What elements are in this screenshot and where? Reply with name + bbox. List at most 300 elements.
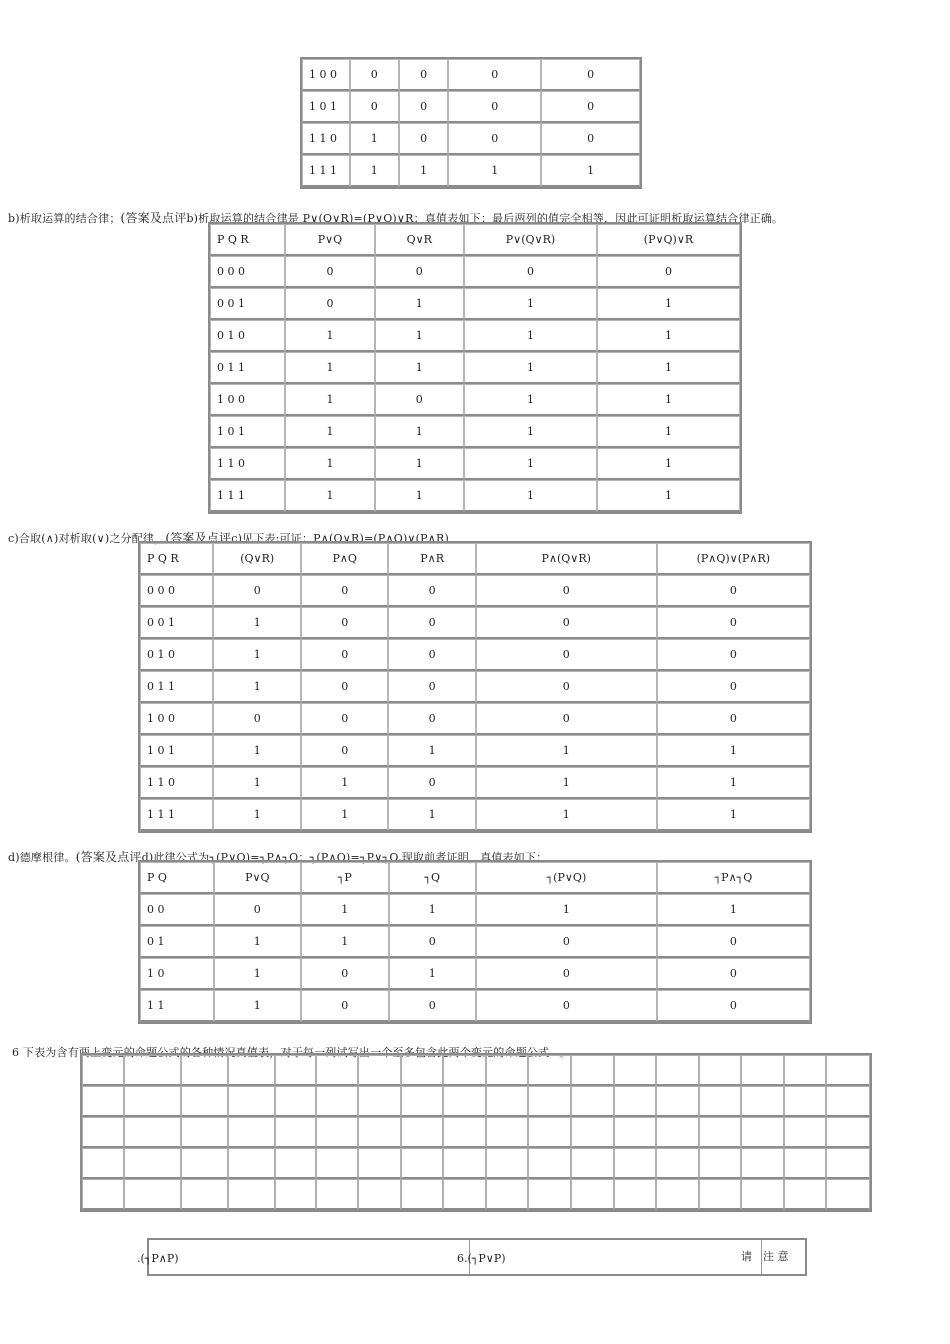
table-cell: 0	[214, 894, 302, 926]
associative-law-body	[210, 256, 740, 512]
grid-cell	[181, 1117, 227, 1148]
column-header: (P∨Q)∨R	[597, 224, 740, 256]
column-header: P∧R	[388, 543, 475, 575]
table-cell: 1	[301, 894, 388, 926]
row-variables: 1 0 1	[210, 416, 285, 448]
de-morgan-truth-table	[138, 860, 812, 1024]
table-cell: 0	[301, 958, 388, 990]
row-variables: 0 0 0	[210, 256, 285, 288]
table-row	[302, 91, 640, 123]
grid-cell	[614, 1086, 657, 1117]
grid-cell	[316, 1086, 359, 1117]
table-cell: 1	[213, 767, 301, 799]
grid-cell	[275, 1086, 316, 1117]
table-cell: 1	[597, 320, 740, 352]
row-variables: 1 1 0	[302, 123, 350, 155]
grid-cell	[784, 1055, 827, 1086]
grid-cell	[614, 1117, 657, 1148]
column-header: ┐(P∨Q)	[476, 862, 657, 894]
header-row	[140, 543, 810, 575]
grid-cell	[358, 1179, 401, 1210]
table-cell: 0	[541, 91, 640, 123]
row-variables: 0 1 0	[210, 320, 285, 352]
table-cell: 1	[213, 607, 301, 639]
table-cell: 1	[285, 480, 374, 512]
grid-cell	[443, 1148, 486, 1179]
table-cell: 1	[214, 990, 302, 1022]
table-row	[140, 990, 810, 1022]
section-b-answer: b)析取运算的结合律是 P∨(Q∨R)=(P∨Q)∨R；真值表如下：最后两列的值完全相等，因此可证明析取运算结合律正确。	[186, 212, 784, 225]
table-row	[140, 799, 810, 831]
grid-cell	[358, 1148, 401, 1179]
table-cell: 1	[597, 384, 740, 416]
section-c-answer: c)见下表:可证：P∧(Q∨R)=(P∧Q)∨(P∧R)	[231, 532, 450, 545]
table-cell: 1	[285, 416, 374, 448]
grid-cell	[316, 1117, 359, 1148]
table-row	[140, 767, 810, 799]
table-cell: 0	[301, 990, 388, 1022]
grid-cell	[275, 1117, 316, 1148]
table-cell: 1	[541, 155, 640, 187]
grid-cell	[741, 1117, 784, 1148]
table-row	[140, 671, 810, 703]
table-row	[140, 607, 810, 639]
table-cell: 1	[350, 123, 399, 155]
column-header: (P∧Q)∨(P∧R)	[657, 543, 810, 575]
table-cell: 1	[657, 735, 810, 767]
column-header: ┐P	[301, 862, 388, 894]
grid-cell	[82, 1117, 124, 1148]
grid-row	[82, 1055, 870, 1086]
table-cell: 1	[476, 894, 657, 926]
grid-cell	[181, 1055, 227, 1086]
grid-cell	[656, 1117, 699, 1148]
table-cell: 0	[657, 926, 810, 958]
table-cell: 0	[213, 575, 301, 607]
grid-cell	[699, 1055, 742, 1086]
row-variables: 0 0 1	[210, 288, 285, 320]
table-cell: 1	[388, 735, 475, 767]
row-variables: 0 1	[140, 926, 214, 958]
table-cell: 1	[388, 799, 475, 831]
two-variable-formula-grid	[80, 1053, 872, 1212]
table-cell: 1	[214, 926, 302, 958]
table-cell: 0	[399, 59, 448, 91]
grid-cell	[826, 1117, 870, 1148]
grid-cell	[401, 1179, 444, 1210]
grid-cell	[741, 1086, 784, 1117]
table-cell: 1	[213, 639, 301, 671]
grid-cell	[443, 1055, 486, 1086]
column-header: P Q	[140, 862, 214, 894]
grid-cell	[275, 1055, 316, 1086]
grid-cell	[656, 1055, 699, 1086]
table-cell: 0	[541, 123, 640, 155]
table-cell: 0	[476, 639, 657, 671]
section-6-heading: 6 下表为含有两上变元的命题公式的各种情况真值表，对于每一列试写出一个至多包含此两个变元的命题公式	[12, 1046, 550, 1059]
grid-cell	[443, 1086, 486, 1117]
column-header: P∧(Q∨R)	[476, 543, 657, 575]
table-row	[140, 703, 810, 735]
table-cell: 0	[350, 91, 399, 123]
distributive-law-body	[140, 575, 810, 831]
grid-row	[82, 1148, 870, 1179]
row-variables: 0 1 0	[140, 639, 213, 671]
table-cell: 0	[388, 639, 475, 671]
grid-cell	[656, 1086, 699, 1117]
grid-cell	[571, 1086, 614, 1117]
grid-cell	[571, 1148, 614, 1179]
grid-cell	[826, 1086, 870, 1117]
grid-cell	[82, 1148, 124, 1179]
row-variables: 1 0 1	[302, 91, 350, 123]
table-cell: 0	[657, 671, 810, 703]
grid-cell	[82, 1086, 124, 1117]
column-header: P∨Q	[214, 862, 302, 894]
table-cell: 1	[597, 288, 740, 320]
grid-cell	[82, 1179, 124, 1210]
table-cell: 0	[657, 703, 810, 735]
table-cell: 0	[301, 703, 388, 735]
table-row	[140, 894, 810, 926]
table-row	[140, 575, 810, 607]
row-variables: 1 1 1	[140, 799, 213, 831]
table-cell: 0	[597, 256, 740, 288]
table-cell: 0	[375, 256, 464, 288]
grid-cell	[124, 1179, 182, 1210]
grid-cell	[358, 1086, 401, 1117]
section-d-answer-label: (答案及点评	[75, 850, 142, 864]
section-c-answer-label: (答案及点评	[165, 531, 232, 545]
grid-cell	[358, 1117, 401, 1148]
table-cell: 1	[375, 448, 464, 480]
table-cell: 1	[464, 352, 597, 384]
grid-cell	[401, 1055, 444, 1086]
associative-law-truth-table	[208, 222, 742, 514]
grid-cell	[571, 1117, 614, 1148]
table-row	[210, 480, 740, 512]
grid-cell	[124, 1086, 182, 1117]
table-cell: 1	[375, 288, 464, 320]
answer-row-right-1: 请	[741, 1250, 752, 1263]
column-header: P Q R	[140, 543, 213, 575]
grid-cell	[699, 1117, 742, 1148]
table-row	[140, 926, 810, 958]
row-variables: 1 0 0	[140, 703, 213, 735]
grid-cell	[571, 1179, 614, 1210]
table-cell: 0	[657, 639, 810, 671]
table-row	[210, 352, 740, 384]
table-cell: 0	[541, 59, 640, 91]
grid-row	[82, 1086, 870, 1117]
grid-cell	[228, 1179, 275, 1210]
grid-cell	[656, 1179, 699, 1210]
grid-cell	[124, 1055, 182, 1086]
table-cell: 0	[476, 607, 657, 639]
table-cell: 1	[476, 735, 657, 767]
column-header: P Q R	[210, 224, 285, 256]
column-header: ┐Q	[389, 862, 476, 894]
table-cell: 1	[476, 799, 657, 831]
table-row	[140, 735, 810, 767]
table-row	[302, 59, 640, 91]
table-cell: 0	[301, 607, 388, 639]
table-row	[302, 155, 640, 187]
table-cell: 0	[476, 671, 657, 703]
table-cell: 0	[476, 990, 657, 1022]
table-row	[210, 288, 740, 320]
grid-cell	[784, 1148, 827, 1179]
table-cell: 0	[399, 91, 448, 123]
table-cell: 0	[448, 123, 541, 155]
table-cell: 0	[476, 575, 657, 607]
table-cell: 1	[285, 448, 374, 480]
grid-cell	[826, 1055, 870, 1086]
two-variable-formula-grid-body	[82, 1055, 870, 1210]
answer-row-divider-2	[761, 1240, 762, 1274]
grid-cell	[124, 1117, 182, 1148]
grid-cell	[826, 1179, 870, 1210]
column-header: P∨(Q∨R)	[464, 224, 597, 256]
table-row	[210, 256, 740, 288]
table-cell: 0	[657, 990, 810, 1022]
table-cell: 1	[389, 894, 476, 926]
table-cell: 0	[476, 958, 657, 990]
grid-cell	[181, 1179, 227, 1210]
header-row	[210, 224, 740, 256]
row-variables: 1 1	[140, 990, 214, 1022]
row-variables: 0 0 1	[140, 607, 213, 639]
table-cell: 0	[375, 384, 464, 416]
grid-cell	[784, 1179, 827, 1210]
grid-cell	[699, 1179, 742, 1210]
table-cell: 0	[388, 703, 475, 735]
table-cell: 1	[657, 894, 810, 926]
row-variables: 0 1 1	[140, 671, 213, 703]
table-cell: 0	[389, 990, 476, 1022]
table-cell: 1	[597, 416, 740, 448]
grid-cell	[275, 1179, 316, 1210]
grid-cell	[826, 1148, 870, 1179]
grid-cell	[528, 1086, 571, 1117]
table-cell: 0	[657, 607, 810, 639]
table-cell: 1	[375, 352, 464, 384]
row-variables: 1 1 0	[140, 767, 213, 799]
grid-cell	[358, 1055, 401, 1086]
grid-cell	[181, 1086, 227, 1117]
grid-cell	[741, 1148, 784, 1179]
table-cell: 0	[388, 767, 475, 799]
section-d-answer: d)此律公式为┐(P∨Q)=┐P∧┐Q；┐(P∧Q)=┐P∨┐Q,现取前者证明，真值表如下：	[141, 851, 548, 864]
table-cell: 1	[375, 416, 464, 448]
row-variables: 1 1 0	[210, 448, 285, 480]
grid-cell	[784, 1086, 827, 1117]
grid-cell	[528, 1179, 571, 1210]
table-cell: 1	[657, 767, 810, 799]
section-d-heading: d)德摩根律。	[8, 851, 76, 864]
grid-cell	[228, 1148, 275, 1179]
grid-cell	[228, 1117, 275, 1148]
table-cell: 1	[597, 352, 740, 384]
table-row	[210, 448, 740, 480]
table-cell: 0	[657, 958, 810, 990]
grid-cell	[124, 1148, 182, 1179]
grid-cell	[614, 1148, 657, 1179]
grid-cell	[486, 1055, 529, 1086]
truth-table-continuation-body	[302, 59, 640, 187]
table-cell: 0	[448, 91, 541, 123]
table-cell: 0	[476, 703, 657, 735]
grid-row	[82, 1179, 870, 1210]
row-variables: 0 0 0	[140, 575, 213, 607]
table-cell: 1	[597, 480, 740, 512]
grid-cell	[571, 1055, 614, 1086]
grid-cell	[528, 1055, 571, 1086]
grid-cell	[316, 1179, 359, 1210]
table-cell: 0	[301, 575, 388, 607]
table-cell: 1	[448, 155, 541, 187]
table-cell: 0	[350, 59, 399, 91]
grid-cell	[614, 1055, 657, 1086]
table-cell: 1	[464, 384, 597, 416]
row-variables: 0 0	[140, 894, 214, 926]
column-header: ┐P∧┐Q	[657, 862, 810, 894]
row-variables: 1 0	[140, 958, 214, 990]
grid-cell	[228, 1086, 275, 1117]
answer-row-mid: 6.(┐P∨P)	[457, 1252, 506, 1265]
grid-cell	[741, 1179, 784, 1210]
distributive-law-truth-table	[138, 541, 812, 833]
grid-cell	[316, 1055, 359, 1086]
row-variables: 1 0 0	[302, 59, 350, 91]
grid-cell	[528, 1117, 571, 1148]
associative-law-header	[210, 224, 740, 256]
table-cell: 1	[285, 320, 374, 352]
table-cell: 0	[464, 256, 597, 288]
table-cell: 1	[285, 384, 374, 416]
answer-row-right-2: 注 意	[763, 1250, 789, 1263]
table-cell: 0	[388, 671, 475, 703]
grid-cell	[699, 1086, 742, 1117]
table-cell: 0	[389, 926, 476, 958]
table-cell: 1	[476, 767, 657, 799]
grid-cell	[401, 1117, 444, 1148]
table-cell: 1	[213, 671, 301, 703]
grid-cell	[699, 1148, 742, 1179]
grid-cell	[316, 1148, 359, 1179]
section-b-answer-label: (答案及点评	[120, 211, 187, 225]
table-cell: 1	[213, 735, 301, 767]
table-row	[302, 123, 640, 155]
table-cell: 0	[213, 703, 301, 735]
table-cell: 0	[448, 59, 541, 91]
table-row	[140, 639, 810, 671]
grid-cell	[443, 1179, 486, 1210]
column-header: P∨Q	[285, 224, 374, 256]
table-cell: 1	[464, 320, 597, 352]
grid-cell	[784, 1117, 827, 1148]
table-cell: 1	[301, 767, 388, 799]
table-cell: 1	[464, 416, 597, 448]
table-cell: 1	[350, 155, 399, 187]
grid-cell	[486, 1117, 529, 1148]
table-row	[210, 384, 740, 416]
row-variables: 0 1 1	[210, 352, 285, 384]
distributive-law-header	[140, 543, 810, 575]
row-variables: 1 0 1	[140, 735, 213, 767]
row-variables: 1 0 0	[210, 384, 285, 416]
table-cell: 0	[301, 671, 388, 703]
table-cell: 0	[285, 256, 374, 288]
table-cell: 1	[285, 352, 374, 384]
table-cell: 1	[375, 320, 464, 352]
grid-cell	[228, 1055, 275, 1086]
answer-row	[137, 1238, 807, 1276]
table-cell: 0	[301, 639, 388, 671]
table-cell: 0	[285, 288, 374, 320]
table-cell: 1	[464, 480, 597, 512]
grid-cell	[486, 1148, 529, 1179]
row-variables: 1 1 1	[210, 480, 285, 512]
table-cell: 1	[657, 799, 810, 831]
table-cell: 1	[597, 448, 740, 480]
grid-cell	[401, 1086, 444, 1117]
table-cell: 0	[388, 575, 475, 607]
grid-cell	[656, 1148, 699, 1179]
table-cell: 1	[301, 799, 388, 831]
table-row	[210, 416, 740, 448]
header-row	[140, 862, 810, 894]
row-variables: 1 1 1	[302, 155, 350, 187]
table-cell: 1	[213, 799, 301, 831]
table-cell: 1	[375, 480, 464, 512]
de-morgan-header	[140, 862, 810, 894]
grid-row	[82, 1117, 870, 1148]
table-cell: 0	[388, 607, 475, 639]
table-cell: 1	[301, 926, 388, 958]
grid-cell	[181, 1148, 227, 1179]
table-row	[140, 958, 810, 990]
column-header: P∧Q	[301, 543, 388, 575]
table-cell: 0	[399, 123, 448, 155]
grid-cell	[82, 1055, 124, 1086]
column-header: (Q∨R)	[213, 543, 301, 575]
grid-cell	[486, 1086, 529, 1117]
truth-table-continuation	[300, 57, 642, 189]
column-header: Q∨R	[375, 224, 464, 256]
grid-cell	[486, 1179, 529, 1210]
table-cell: 1	[399, 155, 448, 187]
table-cell: 1	[389, 958, 476, 990]
table-row	[210, 320, 740, 352]
grid-cell	[275, 1148, 316, 1179]
grid-cell	[443, 1117, 486, 1148]
table-cell: 1	[214, 958, 302, 990]
section-c-heading: c)合取(∧)对析取(∨)之分配律，	[8, 532, 166, 545]
table-cell: 1	[464, 288, 597, 320]
table-cell: 0	[476, 926, 657, 958]
grid-cell	[528, 1148, 571, 1179]
de-morgan-body	[140, 894, 810, 1022]
grid-cell	[401, 1148, 444, 1179]
section-b-heading: b)析取运算的结合律；	[8, 212, 121, 225]
table-cell: 0	[657, 575, 810, 607]
grid-cell	[741, 1055, 784, 1086]
answer-row-left: .(┐P∧P)	[137, 1252, 179, 1265]
table-cell: 1	[464, 448, 597, 480]
table-cell: 0	[301, 735, 388, 767]
grid-cell	[614, 1179, 657, 1210]
